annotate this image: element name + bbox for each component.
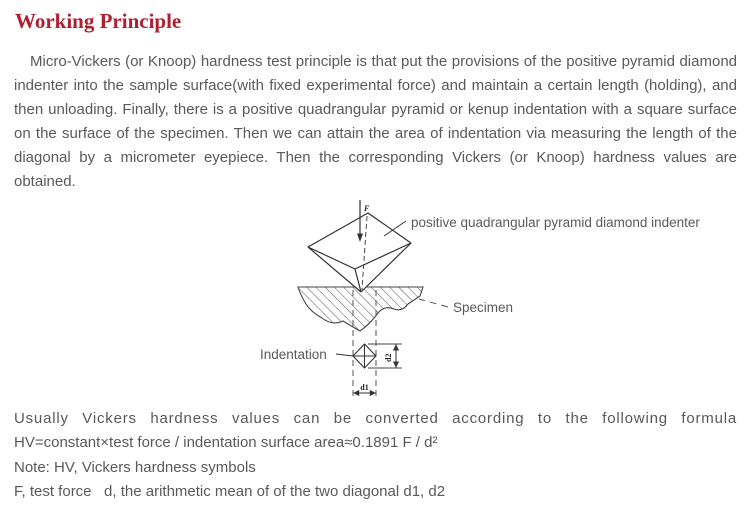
working-principle-paragraph: Micro-Vickers (or Knoop) hardness test principle is that put the provisions of the positive pyramid diamond indenter into the sample surface(with fixed experimental force) and maintain a certain length (holding), and then unloading. Finally, there is a positive quadrangular pyramid or kenup indentation with a square surface on the surface of the specimen. Then we can attain the area of indentation via measuring the length of the diagonal by a micrometer eyepiece. Then the corresponding Vickers (or Knoop) hardness values are obtained. — [14, 53, 737, 190]
formula-section — [14, 407, 737, 504]
specimen-label: Specimen — [453, 300, 514, 315]
d1-dimension — [353, 383, 376, 396]
page-title: Working Principle — [15, 9, 182, 33]
specimen-drawing — [298, 287, 423, 331]
indentation-label: Indentation — [260, 347, 327, 362]
formula-intro: Usually Vickers hardness values can be converted according to the following formula — [14, 410, 737, 427]
d2-label: d2 — [384, 353, 393, 362]
indenter-label: positive quadrangular pyramid diamond indenter — [411, 215, 700, 230]
d1-label: d1 — [360, 383, 369, 392]
formula-line: HV=constant×test force / indentation surface area≈0.1891 F / d² — [14, 434, 438, 452]
specimen-pointer-line — [419, 299, 448, 307]
variables-line: F, test force d, the arithmetic mean of of the two diagonal d1, d2 — [14, 482, 446, 500]
force-label: F — [364, 204, 370, 213]
indentation-pointer-line — [336, 354, 353, 356]
indentation-drawing — [353, 344, 376, 368]
hardness-test-diagram — [256, 200, 726, 405]
note-line: Note: HV, Vickers hardness symbols — [14, 458, 256, 476]
